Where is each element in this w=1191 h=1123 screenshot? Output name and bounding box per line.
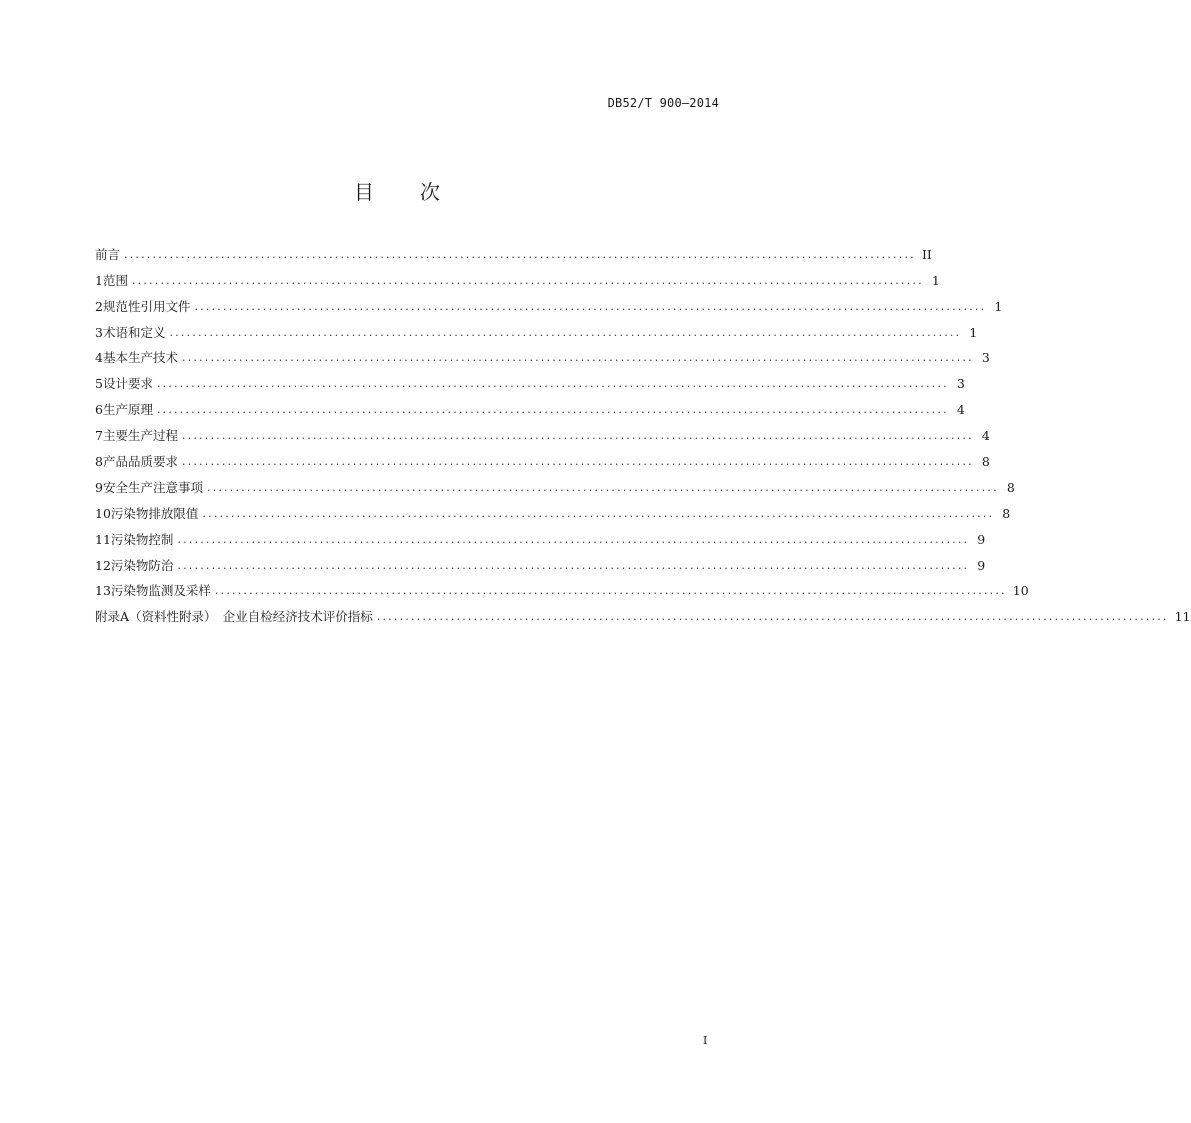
toc-page-number: 9 xyxy=(977,557,986,573)
toc-entry-number: 12 xyxy=(95,557,111,573)
toc-page-number: 3 xyxy=(981,350,990,366)
toc-entry-number: 7 xyxy=(95,428,103,444)
toc-leader: ........................................................................................................................................... xyxy=(156,403,949,417)
toc-entry[interactable] xyxy=(95,523,986,549)
toc-page-number: 8 xyxy=(981,454,990,470)
toc-entry-title: 污染物防治 xyxy=(110,557,174,573)
toc-page-number: 8 xyxy=(1006,479,1015,495)
toc-page-number: 10 xyxy=(1012,583,1029,599)
toc-entry[interactable] xyxy=(95,264,940,290)
toc-entry-number: 13 xyxy=(95,583,111,599)
toc-leader: ........................................................................................................................................... xyxy=(181,455,974,469)
toc-entry-title: 主要生产过程 xyxy=(102,428,178,444)
toc-entry-number: 9 xyxy=(95,479,103,495)
toc-leader: ........................................................................................................................................... xyxy=(214,584,1007,598)
title-char-2: 次 xyxy=(420,180,440,204)
toc-entry-number: 5 xyxy=(95,376,103,392)
toc-entry-title: 污染物排放限值 xyxy=(110,505,199,521)
toc-page-number: 1 xyxy=(969,324,978,340)
toc-leader: ........................................................................................................................................... xyxy=(181,351,974,365)
toc-entry[interactable] xyxy=(95,549,986,575)
toc-entry-title: 规范性引用文件 xyxy=(102,298,191,314)
toc-entry[interactable] xyxy=(95,445,990,471)
document-code: DB52/T 900—2014 xyxy=(607,96,719,110)
toc-entry[interactable] xyxy=(95,471,1015,497)
toc-entry-title: 设计要求 xyxy=(102,376,153,392)
toc-entry[interactable] xyxy=(95,367,965,393)
toc-page-number: II xyxy=(921,246,932,262)
toc-leader: ........................................................................................................................................... xyxy=(124,247,916,261)
toc-entry-number: 8 xyxy=(95,454,103,470)
toc-entry-title: 术语和定义 xyxy=(102,324,166,340)
toc-entry-number: 4 xyxy=(95,350,103,366)
toc-page-number: 9 xyxy=(977,531,986,547)
toc-entry-number: 1 xyxy=(95,272,103,288)
toc-entry-title: 污染物监测及采样 xyxy=(110,583,211,599)
toc-page-number: 8 xyxy=(1002,505,1011,521)
toc-leader: ........................................................................................................................................... xyxy=(177,532,970,546)
toc-page-number: 3 xyxy=(956,376,965,392)
toc-page-number: 11 xyxy=(1174,609,1191,625)
toc-entry-title: 前言 xyxy=(95,246,121,262)
toc-entry-title: 基本生产技术 xyxy=(102,350,178,366)
toc-entry[interactable] xyxy=(95,342,990,368)
toc-page-number: 4 xyxy=(981,428,990,444)
toc-entry[interactable] xyxy=(95,497,1011,523)
toc-entry-title: 附录A（资料性附录） 企业自检经济技术评价指标 xyxy=(95,609,373,625)
toc-entry[interactable] xyxy=(95,575,1029,601)
toc-leader: ........................................................................................................................................... xyxy=(194,299,987,313)
toc-entry-title: 污染物控制 xyxy=(110,531,174,547)
toc-entry-number: 11 xyxy=(95,531,111,547)
toc-entry-number: 6 xyxy=(95,402,103,418)
table-of-contents xyxy=(95,238,1191,626)
toc-leader: ........................................................................................................................................... xyxy=(206,480,999,494)
toc-leader: ........................................................................................................................................... xyxy=(131,273,924,287)
toc-page-number: 1 xyxy=(994,298,1003,314)
page-title xyxy=(0,176,794,205)
title-char-1: 目 xyxy=(354,180,374,204)
toc-leader: ........................................................................................................................................... xyxy=(202,506,995,520)
toc-entry[interactable] xyxy=(95,290,1003,316)
toc-leader: ........................................................................................................................................... xyxy=(156,377,949,391)
toc-entry-number: 10 xyxy=(95,505,111,521)
toc-leader: ........................................................................................................................................... xyxy=(169,325,962,339)
page-number: I xyxy=(703,1034,708,1047)
toc-leader: ........................................................................................................................................... xyxy=(376,610,1169,624)
toc-page-number: 4 xyxy=(956,402,965,418)
toc-entry-title: 范围 xyxy=(102,272,128,288)
toc-entry-title: 产品品质要求 xyxy=(102,454,178,470)
toc-entry[interactable] xyxy=(95,316,978,342)
toc-entry-title: 生产原理 xyxy=(102,402,153,418)
toc-leader: ........................................................................................................................................... xyxy=(177,558,970,572)
toc-entry-title: 安全生产注意事项 xyxy=(102,479,203,495)
toc-leader: ........................................................................................................................................... xyxy=(181,429,974,443)
toc-entry-number: 2 xyxy=(95,298,103,314)
toc-page-number: 1 xyxy=(931,272,940,288)
toc-entry-number: 3 xyxy=(95,324,103,340)
toc-entry[interactable] xyxy=(95,600,1191,626)
toc-entry[interactable] xyxy=(95,393,965,419)
toc-entry[interactable] xyxy=(95,238,932,264)
toc-entry[interactable] xyxy=(95,419,990,445)
